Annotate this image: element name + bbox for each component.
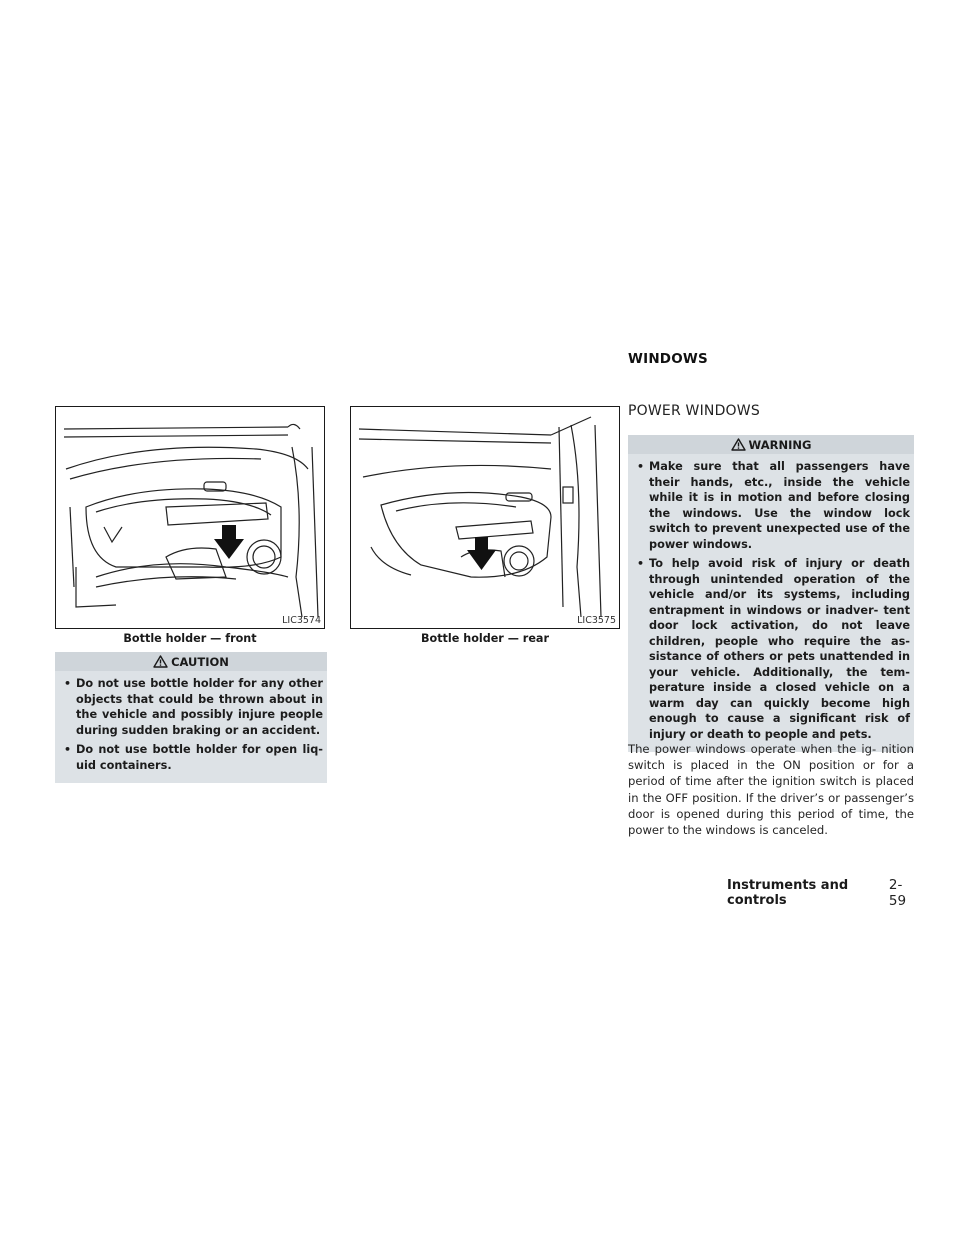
- subheading-power-windows: POWER WINDOWS: [628, 403, 760, 419]
- page-number: 2-59: [888, 877, 907, 909]
- caution-list: [55, 671, 327, 783]
- list-item: • Do not use bottle holder for any other objects that could be thrown about in the vehicle and possibly injure people during sudden braking or an accident.: [63, 676, 323, 738]
- figure-bottle-holder-rear: [350, 406, 620, 629]
- caution-header: [55, 652, 327, 671]
- page-footer: [727, 877, 914, 909]
- figure-caption: Bottle holder — rear: [421, 632, 549, 645]
- caution-box: [55, 652, 327, 783]
- down-arrow-icon: [467, 537, 496, 570]
- list-item: • To help avoid risk of injury or death through unintended operation of the vehicle and/or its systems, including entrapment in windows or inadver- tent door lock activation, do not leave children, people who require the as- sistance of others or pets unattended in your vehicle. Additionally, the tem- perature inside a closed vehicle on a warm day can quickly become high enough to cause a significant risk of injury or death to people and pets.: [636, 556, 910, 742]
- figure-caption: Bottle holder — front: [123, 632, 257, 645]
- figure-bottle-holder-front: [55, 406, 325, 629]
- footer-chapter: Instruments and controls: [727, 878, 849, 908]
- warning-header: [628, 435, 914, 454]
- caution-title: CAUTION: [171, 654, 229, 669]
- alert-triangle-icon: [731, 438, 746, 451]
- alert-triangle-icon: [153, 655, 168, 668]
- rear-door-illustration: [351, 407, 619, 628]
- list-item: • Do not use bottle holder for open liq- uid containers.: [63, 742, 323, 773]
- list-item: • Make sure that all passengers have their hands, etc., inside the vehicle while it is in motion and before closing the windows. Use the window lock switch to prevent unexpected use of the power windows.: [636, 459, 910, 552]
- figure-code: LIC3575: [577, 615, 616, 626]
- section-heading: WINDOWS: [628, 351, 708, 367]
- warning-title: WARNING: [748, 437, 812, 452]
- body-paragraph: The power windows operate when the ig- nition switch is placed in the ON position or for a period of time after the ignition switch is placed in the OFF position. If the driver’s or passenger’s door is opened during this period of time, the power to the windows is canceled.: [628, 742, 914, 838]
- warning-list: [628, 454, 914, 752]
- down-arrow-icon: [214, 525, 244, 559]
- front-door-illustration: [56, 407, 324, 628]
- warning-box: [628, 435, 914, 752]
- figure-code: LIC3574: [282, 615, 321, 626]
